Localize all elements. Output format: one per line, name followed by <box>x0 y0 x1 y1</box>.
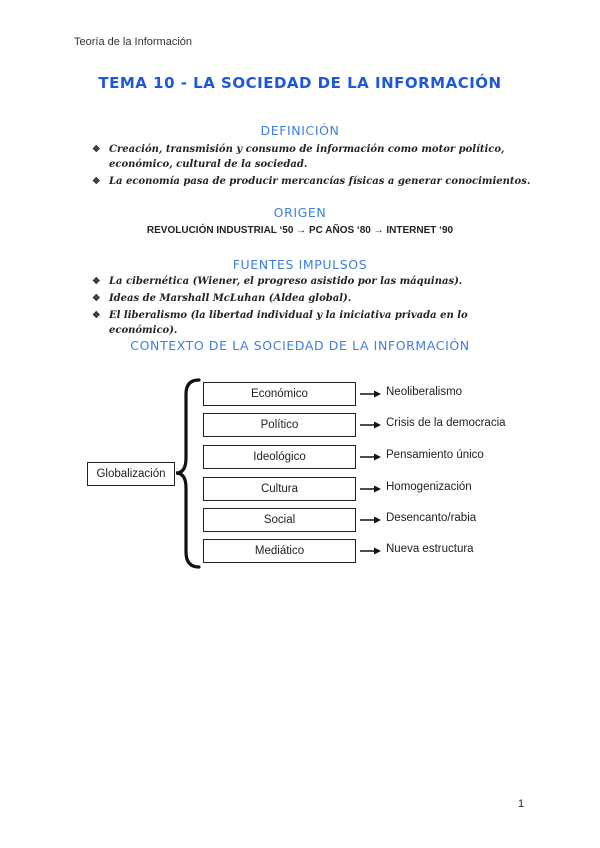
arrow-social <box>360 517 381 524</box>
arrow-ideologico <box>360 454 381 461</box>
category-box-cultura: Cultura <box>203 477 356 501</box>
origen-timeline: REVOLUCIÓN INDUSTRIAL ‘50 → PC AÑOS ‘80 → INTERNET ‘90 <box>146 225 454 236</box>
definicion-heading: DEFINICIÓN <box>260 123 340 138</box>
fuentes-heading: FUENTES IMPULSOS <box>232 257 368 272</box>
result-economico: Neoliberalismo <box>386 386 463 398</box>
globalizacion-box: Globalización <box>87 462 175 486</box>
diamond-bullet-icon: ❖ <box>92 310 101 321</box>
curly-brace-icon <box>176 380 199 567</box>
arrow-politico <box>360 422 381 429</box>
page-number: 1 <box>518 798 525 810</box>
list-item: ❖ La economía pasa de producir mercancías físicas a generar conocimientos. <box>92 175 532 190</box>
arrow-economico <box>360 391 381 398</box>
diamond-bullet-icon: ❖ <box>92 175 101 187</box>
diamond-bullet-icon: ❖ <box>92 276 101 287</box>
category-box-mediatico: Mediático <box>203 539 356 563</box>
result-mediatico: Nueva estructura <box>386 543 474 555</box>
list-item: ❖ La cibernética (Wiener, el progreso asistido por las máquinas). <box>92 275 532 290</box>
arrow-mediatico <box>360 548 381 555</box>
list-item: ❖ El liberalismo (la libertad individual y la iniciativa privada en lo económico). <box>92 310 468 336</box>
category-box-politico: Político <box>203 413 356 437</box>
result-politico: Crisis de la democracia <box>386 417 506 429</box>
page-title: TEMA 10 - LA SOCIEDAD DE LA INFORMACIÓN <box>98 74 502 92</box>
diamond-bullet-icon: ❖ <box>92 144 101 155</box>
list-item: ❖ Creación, transmisión y consumo de información como motor político, económico, cultural de la sociedad. <box>92 144 505 170</box>
result-social: Desencanto/rabia <box>386 512 477 524</box>
category-box-social: Social <box>203 508 356 532</box>
running-header: Teoría de la Información <box>74 36 193 48</box>
origen-heading: ORIGEN <box>273 205 327 220</box>
category-box-ideologico: Ideológico <box>203 445 356 469</box>
result-cultura: Homogenización <box>386 481 472 493</box>
diamond-bullet-icon: ❖ <box>92 293 101 304</box>
result-ideologico: Pensamiento único <box>386 449 484 461</box>
arrow-cultura <box>360 486 381 493</box>
category-box-economico: Económico <box>203 382 356 406</box>
contexto-heading: CONTEXTO DE LA SOCIEDAD DE LA INFORMACIÓN <box>130 338 470 353</box>
list-item: ❖ Ideas de Marshall McLuhan (Aldea global). <box>92 292 532 307</box>
